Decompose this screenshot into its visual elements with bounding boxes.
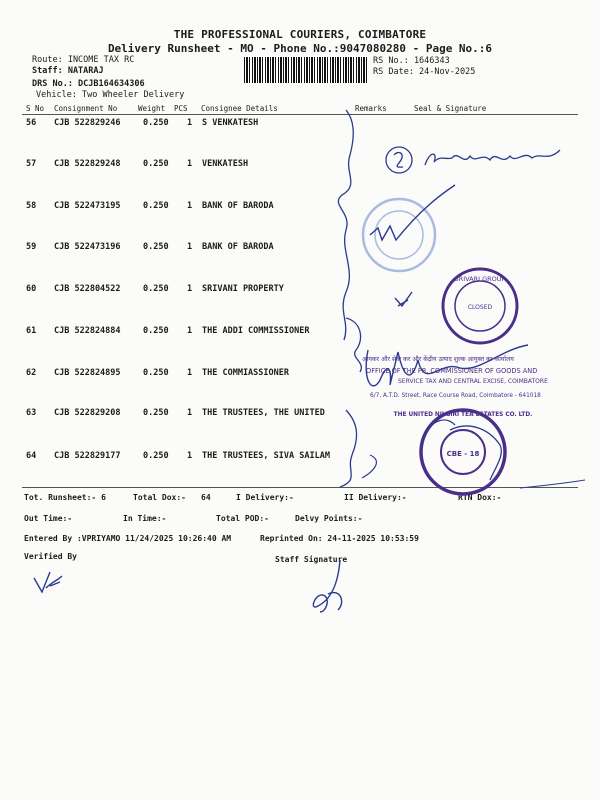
row-weight: 0.250 — [143, 201, 169, 211]
row-pcs: 1 — [187, 201, 193, 211]
row-sno: 63 — [26, 408, 37, 418]
verified-signature-icon — [34, 572, 62, 592]
row-consignee: BANK OF BARODA — [202, 242, 274, 252]
row-consignment: CJB 522824895 — [54, 368, 121, 378]
rs-number: RS No.: 1646343 — [373, 56, 450, 66]
route-label: Route: INCOME TAX RC — [32, 55, 135, 65]
row-consignee: THE ADDI COMMISSIONER — [202, 326, 310, 336]
vehicle-label: Vehicle: Two Wheeler Delivery — [36, 90, 185, 100]
company-title: THE PROFESSIONAL COURIERS, COIMBATORE — [173, 28, 427, 41]
office-stamp-line3: SERVICE TAX AND CENTRAL EXCISE, COIMBATORE — [398, 378, 548, 385]
staff-label: Staff: NATARAJ — [32, 66, 104, 76]
row-sno: 58 — [26, 201, 37, 211]
row-consignee: THE COMMIASSIONER — [202, 368, 289, 378]
tot-runsheet: Tot. Runsheet:- 6 — [24, 493, 106, 502]
row-sno: 56 — [26, 118, 37, 128]
row-consignee: VENKATESH — [202, 159, 249, 169]
row-sno: 64 — [26, 451, 37, 461]
col-weight: Weight — [138, 104, 166, 113]
row-consignment: CJB 522473196 — [54, 242, 121, 252]
nilgiri-seal-text: THE UNITED NILGIRI TEA ESTATES CO. LTD. — [393, 412, 533, 418]
row-pcs: 1 — [187, 326, 193, 336]
srivari-seal-icon — [443, 269, 517, 343]
office-stamp-line2: OFFICE OF THE PR. COMMISSIONER OF GOODS AND — [366, 367, 538, 375]
verified-by: Verified By — [24, 552, 77, 561]
row-consignment: CJB 522824884 — [54, 326, 121, 336]
remarks-brace-icon — [338, 110, 353, 340]
row-pcs: 1 — [187, 284, 193, 294]
remarks-brace-lower-icon — [340, 410, 357, 487]
col-consignment: Consignment No — [54, 104, 118, 113]
col-remarks: Remarks — [355, 104, 387, 113]
office-stamp-line1: आयकर और सेवा कर और केंद्रीय उत्पाद शुल्क आयुक्त का कार्यालय — [362, 356, 514, 363]
out-time: Out Time:- — [24, 514, 73, 523]
row-pcs: 1 — [187, 159, 193, 169]
row-weight: 0.250 — [143, 242, 169, 252]
rs-date: RS Date: 24-Nov-2025 — [373, 67, 476, 77]
row-consignment: CJB 522473195 — [54, 201, 121, 211]
row-consignment: CJB 522829248 — [54, 159, 121, 169]
row-consignee: BANK OF BARODA — [202, 201, 274, 211]
entered-by: Entered By :VPRIYAMO 11/24/2025 10:26:40 AM — [24, 534, 232, 543]
row-consignment: CJB 522829246 — [54, 118, 121, 128]
ii-delivery: II Delivery:- — [344, 493, 407, 502]
signature-row58-icon — [370, 185, 455, 240]
row-consignment: CJB 522829208 — [54, 408, 121, 418]
tick-mark-icon — [395, 292, 412, 306]
total-dox-value: 64 — [201, 493, 211, 502]
office-stamp-line4: 6/7, A.T.D. Street, Race Course Road, Coimbatore - 641018 — [370, 393, 541, 399]
circled-number-icon — [386, 147, 412, 173]
col-sno: S No — [26, 104, 45, 113]
reprinted-on: Reprinted On: 24-11-2025 10:53:59 — [260, 534, 419, 543]
row-weight: 0.250 — [143, 159, 169, 169]
col-seal: Seal & Signature — [414, 104, 487, 113]
office-stamp-icon — [362, 355, 548, 399]
in-time: In Time:- — [123, 514, 167, 523]
row-sno: 61 — [26, 326, 37, 336]
row-consignee: THE TRUSTEES, SIVA SAILAM — [202, 451, 330, 461]
row-sno: 57 — [26, 159, 37, 169]
row-weight: 0.250 — [143, 408, 169, 418]
nilgiri-seal-center: CBE - 18 — [446, 450, 480, 458]
total-pod: Total POD:- — [216, 514, 269, 523]
srivari-seal-text: SRIVARI GROUP — [454, 275, 506, 283]
brace-row61-icon — [346, 318, 361, 372]
nilgiri-seal-icon — [394, 410, 533, 494]
drs-number: DRS No.: DCJB164634306 — [32, 79, 145, 89]
staff-signature-icon — [313, 560, 341, 612]
row-weight: 0.250 — [143, 284, 169, 294]
srivari-seal-center: CLOSED — [467, 304, 493, 311]
i-delivery: I Delivery:- — [236, 493, 294, 502]
delvy-points: Delvy Points:- — [295, 514, 363, 523]
row-consignee: THE TRUSTEES, THE UNITED — [202, 408, 325, 418]
row-weight: 0.250 — [143, 451, 169, 461]
row-sno: 62 — [26, 368, 37, 378]
total-dox-label: Total Dox:- — [133, 493, 186, 502]
row-consignment: CJB 522829177 — [54, 451, 121, 461]
row-weight: 0.250 — [143, 326, 169, 336]
runsheet-subtitle: Delivery Runsheet - MO - Phone No.:9047080280 - Page No.:6 — [107, 42, 493, 55]
staff-signature-label: Staff Signature — [275, 555, 348, 564]
row-pcs: 1 — [187, 368, 193, 378]
row-pcs: 1 — [187, 242, 193, 252]
row-consignment: CJB 522804522 — [54, 284, 121, 294]
row-weight: 0.250 — [143, 368, 169, 378]
rtn-dox: RTN Dox:- — [458, 493, 502, 502]
row-pcs: 1 — [187, 451, 193, 461]
row-sno: 60 — [26, 284, 37, 294]
row-pcs: 1 — [187, 118, 193, 128]
row-consignee: S VENKATESH — [202, 118, 259, 128]
row-pcs: 1 — [187, 408, 193, 418]
signature-row57-icon — [425, 150, 560, 165]
row-consignee: SRIVANI PROPERTY — [202, 284, 284, 294]
row-sno: 59 — [26, 242, 37, 252]
col-pcs: PCS — [174, 104, 188, 113]
row-weight: 0.250 — [143, 118, 169, 128]
col-consignee: Consignee Details — [201, 104, 278, 113]
